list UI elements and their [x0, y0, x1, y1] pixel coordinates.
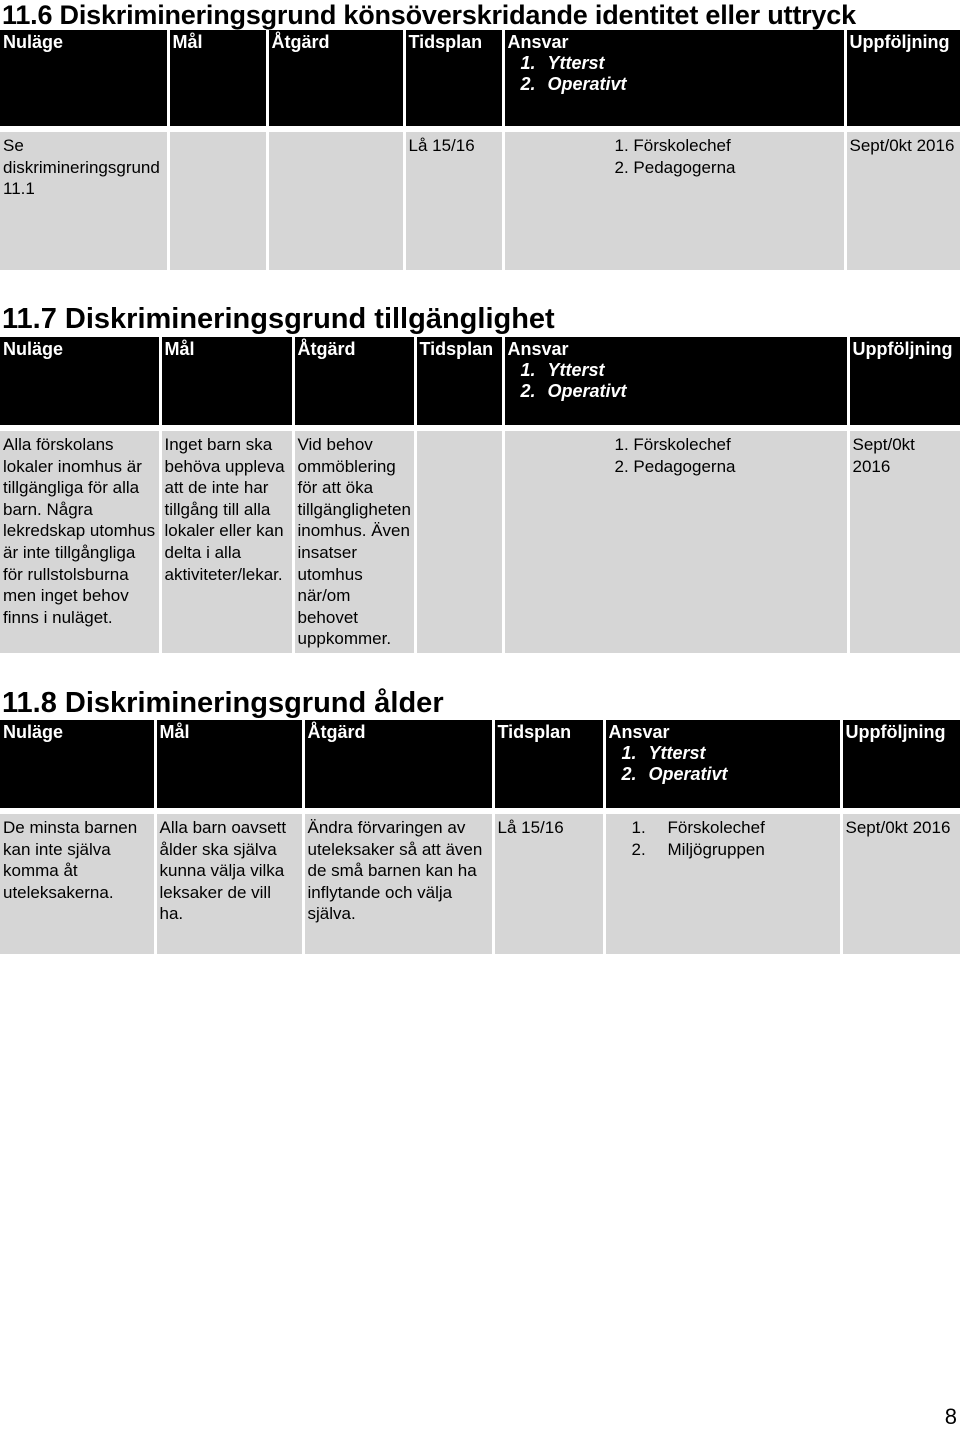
cell-ansvar [503, 431, 848, 653]
table-header-row [0, 337, 960, 425]
list-item: 2. Operativt [520, 74, 627, 94]
cell-tidsplan: Lå 15/16 [493, 814, 604, 954]
cell-nulage: Se diskrimineringsgrund 11.1 [0, 132, 168, 270]
header-mal: Mål [160, 337, 293, 425]
section-11-8 [0, 688, 960, 954]
header-ansvar-label: Ansvar [507, 339, 569, 359]
cell-atgard: Ändra förvaringen av uteleksaker så att även de små barnen kan ha inflytande och välja själva. [303, 814, 493, 954]
header-tidsplan: Tidsplan [493, 720, 604, 808]
cell-uppfoljning: Sept/0kt 2016 [841, 814, 960, 954]
cell-tidsplan: Lå 15/16 [404, 132, 503, 270]
action-table [0, 30, 960, 270]
ansvar-levels [508, 360, 844, 402]
cell-nulage: Alla förskolans lokaler inomhus är tillgängliga för alla barn. Några lekredskap utomhus är inte tillgångliga för rullstolsburna men inget behov finns i nuläget. [0, 431, 160, 653]
ansvar-line-1: 1. Förskolechef [614, 136, 731, 155]
header-tidsplan: Tidsplan [415, 337, 503, 425]
table-header-row [0, 720, 960, 808]
header-ansvar [503, 30, 845, 126]
header-atgard: Åtgärd [267, 30, 404, 126]
header-uppfoljning: Uppföljning [848, 337, 960, 425]
table-row [0, 132, 960, 270]
header-nulage: Nuläge [0, 720, 155, 808]
table-row [0, 814, 960, 954]
list-item: 2. Miljögruppen [631, 839, 765, 859]
header-uppfoljning: Uppföljning [841, 720, 960, 808]
header-tidsplan: Tidsplan [404, 30, 503, 126]
cell-atgard [267, 132, 404, 270]
page-number: 8 [944, 1404, 957, 1429]
action-table [0, 337, 960, 653]
header-ansvar [604, 720, 841, 808]
cell-uppfoljning: Sept/0kt 2016 [848, 431, 960, 653]
header-uppfoljning: Uppföljning [845, 30, 960, 126]
cell-mal: Inget barn ska behöva uppleva att de inte har tillgång till alla lokaler eller kan delta i alla aktiviteter/lekar. [160, 431, 293, 653]
ansvar-levels [609, 743, 837, 785]
section-title: 11.8 Diskrimineringsgrund ålder [2, 687, 444, 719]
list-item: 1. Ytterst [621, 743, 706, 763]
list-item: 1. Ytterst [520, 360, 605, 380]
list-item: 1. Förskolechef [631, 818, 765, 837]
cell-atgard: Vid behov ommöblering för att öka tillgängligheten inomhus. Även insatser utomhus när/om behovet uppkommer. [293, 431, 415, 653]
cell-uppfoljning: Sept/0kt 2016 [845, 132, 960, 270]
cell-mal [168, 132, 267, 270]
ansvar-list [632, 817, 837, 860]
header-atgard: Åtgärd [303, 720, 493, 808]
ansvar-levels [508, 53, 841, 95]
cell-ansvar [503, 132, 845, 270]
header-mal: Mål [168, 30, 267, 126]
header-nulage: Nuläge [0, 30, 168, 126]
cell-ansvar [604, 814, 841, 954]
list-item: 2. Operativt [520, 381, 627, 401]
cell-tidsplan [415, 431, 503, 653]
section-title: 11.7 Diskrimineringsgrund tillgänglighet [2, 303, 555, 335]
list-item: 2. Operativt [621, 764, 728, 784]
ansvar-line-1: 1. Förskolechef [614, 435, 731, 454]
ansvar-line-2: 2. Pedagogerna [614, 157, 736, 177]
header-ansvar-label: Ansvar [608, 722, 670, 742]
table-row [0, 431, 960, 653]
header-atgard: Åtgärd [293, 337, 415, 425]
action-table [0, 720, 960, 954]
table-header-row [0, 30, 960, 126]
header-ansvar [503, 337, 848, 425]
list-item: 1. Ytterst [520, 53, 605, 73]
header-nulage: Nuläge [0, 337, 160, 425]
ansvar-line-2: 2. Pedagogerna [614, 456, 736, 476]
section-11-6 [0, 0, 960, 270]
cell-nulage: De minsta barnen kan inte själva komma åt uteleksakerna. [0, 814, 155, 954]
cell-mal: Alla barn oavsett ålder ska själva kunna välja vilka leksaker de vill ha. [155, 814, 303, 954]
header-ansvar-label: Ansvar [507, 32, 569, 52]
section-11-7 [0, 304, 960, 653]
header-mal: Mål [155, 720, 303, 808]
section-title: 11.6 Diskrimineringsgrund könsöverskridande identitet eller uttryck [2, 0, 856, 30]
